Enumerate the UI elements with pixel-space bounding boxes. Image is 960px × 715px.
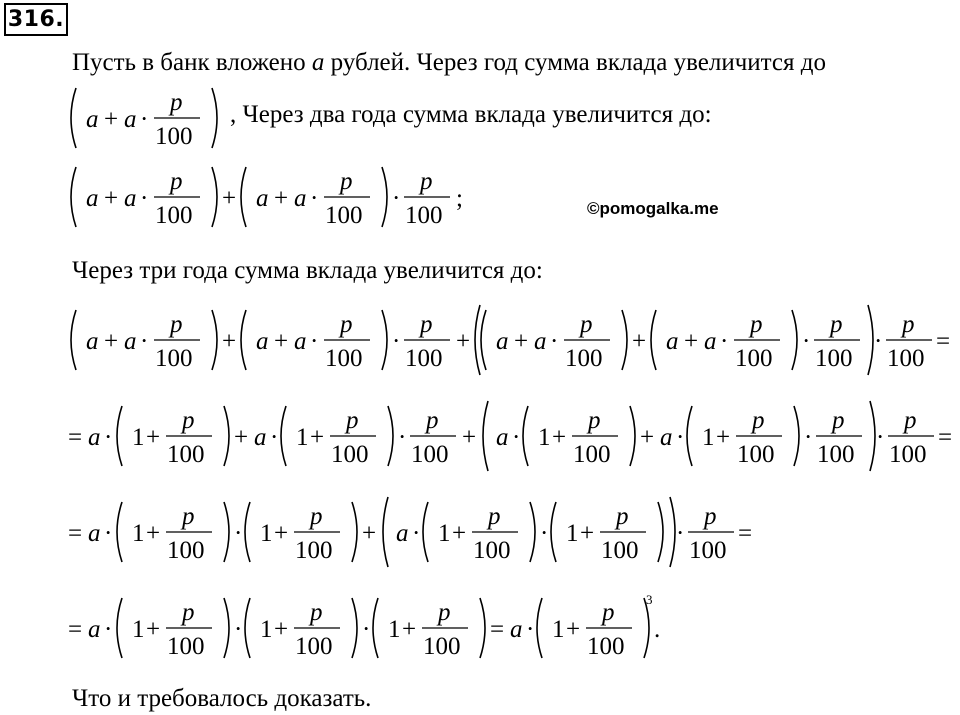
variable-a: a	[294, 185, 307, 212]
left-paren	[117, 406, 122, 466]
equals-sign: =	[68, 424, 83, 451]
fraction-denominator: 100	[325, 345, 363, 372]
dot-operator: ·	[104, 424, 113, 451]
plus-sign: +	[452, 520, 467, 547]
right-paren	[792, 310, 797, 370]
variable-a: a	[88, 520, 101, 547]
plus-sign: +	[462, 424, 477, 451]
fraction-numerator: p	[426, 407, 439, 434]
plus-sign: +	[146, 424, 161, 451]
dot-operator: ·	[676, 424, 685, 451]
equals-sign: =	[68, 616, 83, 643]
intro-text-1: Пусть в банк вложено	[72, 49, 312, 76]
problem-number: 316.	[4, 3, 68, 36]
left-paren	[373, 598, 378, 658]
dot-operator: ·	[392, 185, 401, 212]
fraction-numerator: p	[904, 407, 917, 434]
plus-sign: +	[146, 616, 161, 643]
left-paren	[481, 310, 486, 370]
dot-operator: ·	[104, 616, 113, 643]
watermark: ©pomogalka.me	[587, 199, 719, 218]
dot-operator: ·	[234, 616, 243, 643]
left-paren	[245, 502, 250, 562]
variable-a: a	[510, 616, 523, 643]
fraction-numerator: p	[580, 311, 593, 338]
dot-operator: ·	[310, 185, 319, 212]
fraction-denominator: 100	[167, 441, 205, 468]
fraction-numerator: p	[420, 168, 433, 195]
right-paren	[658, 502, 663, 562]
fraction-numerator: p	[588, 407, 601, 434]
left-paren	[71, 88, 76, 148]
left-paren	[117, 598, 122, 658]
equals-sign: =	[938, 424, 953, 451]
left-paren	[71, 167, 76, 227]
variable-a: a	[254, 424, 267, 451]
plus-sign: +	[362, 520, 377, 547]
exponent: 3	[646, 592, 653, 607]
fraction-numerator: p	[170, 311, 183, 338]
dot-operator: ·	[140, 328, 149, 355]
left-paren	[651, 310, 656, 370]
dot-operator: ·	[802, 328, 811, 355]
plus-sign: +	[456, 328, 471, 355]
plus-sign: +	[234, 424, 249, 451]
plus-sign: +	[684, 328, 699, 355]
variable-a: a	[666, 328, 679, 355]
right-paren	[670, 497, 675, 567]
right-paren	[352, 502, 357, 562]
variable-a: a	[124, 185, 137, 212]
fraction-denominator: 100	[405, 202, 443, 229]
fraction-numerator: p	[170, 168, 183, 195]
plus-sign: +	[566, 616, 581, 643]
plus-sign: +	[274, 185, 289, 212]
fraction-numerator: p	[170, 89, 183, 116]
right-paren	[212, 88, 217, 148]
left-paren	[241, 167, 246, 227]
fraction-numerator: p	[750, 311, 763, 338]
dot-operator: ·	[398, 424, 407, 451]
fraction-denominator: 100	[889, 441, 927, 468]
dot-operator: ·	[392, 328, 401, 355]
dot-operator: ·	[804, 424, 813, 451]
dot-operator: ·	[362, 616, 371, 643]
equals-sign: =	[490, 616, 505, 643]
dot-operator: ·	[550, 328, 559, 355]
variable-a: a	[534, 328, 547, 355]
number-one: 1	[552, 616, 565, 643]
fraction-numerator: p	[830, 311, 843, 338]
variable-a: a	[294, 328, 307, 355]
fraction-denominator: 100	[405, 345, 443, 372]
fraction-numerator: p	[602, 599, 615, 626]
fraction-denominator: 100	[411, 441, 449, 468]
left-paren	[551, 502, 556, 562]
fraction-denominator: 100	[817, 441, 855, 468]
fraction-denominator: 100	[573, 441, 611, 468]
plus-sign: +	[222, 185, 237, 212]
fraction-numerator: p	[310, 599, 323, 626]
plus-sign: +	[580, 520, 595, 547]
fraction-numerator: p	[182, 503, 195, 530]
fraction-denominator: 100	[473, 537, 511, 564]
fraction-denominator: 100	[689, 537, 727, 564]
dot-operator: ·	[720, 328, 729, 355]
fraction-denominator: 100	[815, 345, 853, 372]
fraction-denominator: 100	[601, 537, 639, 564]
fraction-denominator: 100	[167, 633, 205, 660]
plus-sign: +	[274, 328, 289, 355]
number-one: 1	[260, 520, 273, 547]
left-paren	[383, 497, 388, 567]
fraction-denominator: 100	[155, 202, 193, 229]
number-one: 1	[538, 424, 551, 451]
plus-sign: +	[402, 616, 417, 643]
fraction-denominator: 100	[155, 345, 193, 372]
dot-operator: ·	[140, 185, 149, 212]
fraction-numerator: p	[488, 503, 501, 530]
dot-operator: ·	[310, 328, 319, 355]
variable-a: a	[496, 424, 509, 451]
fraction-numerator: p	[616, 503, 629, 530]
variable-a: a	[124, 106, 137, 133]
number-one: 1	[566, 520, 579, 547]
intro-variable-a: a	[311, 49, 325, 76]
left-paren	[423, 502, 428, 562]
fraction-numerator: p	[182, 407, 195, 434]
plus-sign: +	[716, 424, 731, 451]
fraction-denominator: 100	[167, 537, 205, 564]
dot-operator: ·	[412, 520, 421, 547]
variable-a: a	[704, 328, 717, 355]
dot-operator: ·	[526, 616, 535, 643]
left-paren	[281, 406, 286, 466]
conclusion-line: Что и требовалось доказать.	[72, 685, 372, 712]
left-paren	[483, 401, 488, 471]
plus-sign: +	[310, 424, 325, 451]
dot-operator: ·	[512, 424, 521, 451]
variable-a: a	[496, 328, 509, 355]
variable-a: a	[256, 185, 269, 212]
fraction-denominator: 100	[735, 345, 773, 372]
variable-a: a	[256, 328, 269, 355]
right-paren	[530, 502, 535, 562]
right-paren	[212, 167, 217, 227]
plus-sign: +	[274, 520, 289, 547]
fraction-numerator: p	[902, 311, 915, 338]
dot-operator: ·	[270, 424, 279, 451]
left-paren	[71, 310, 76, 370]
right-paren	[224, 598, 229, 658]
left-paren	[241, 310, 246, 370]
variable-a: a	[86, 328, 99, 355]
fraction-numerator: p	[832, 407, 845, 434]
fraction-numerator: p	[340, 311, 353, 338]
variable-a: a	[88, 616, 101, 643]
number-one: 1	[132, 520, 145, 547]
three-year-line: Через три года сумма вклада увеличится до:	[72, 257, 543, 284]
dot-operator: ·	[874, 328, 883, 355]
number-one: 1	[260, 616, 273, 643]
fraction-numerator: p	[704, 503, 717, 530]
dot-operator: ·	[104, 520, 113, 547]
dot-operator: ·	[234, 520, 243, 547]
left-paren	[475, 305, 480, 375]
right-paren	[622, 310, 627, 370]
left-paren	[687, 406, 692, 466]
equals-sign: =	[738, 520, 753, 547]
dot-operator: ·	[876, 424, 885, 451]
fraction-numerator: p	[420, 311, 433, 338]
variable-a: a	[660, 424, 673, 451]
variable-a: a	[86, 185, 99, 212]
plus-sign: +	[146, 520, 161, 547]
plus-sign: +	[640, 424, 655, 451]
left-paren	[117, 502, 122, 562]
fraction-numerator: p	[182, 599, 195, 626]
fraction-denominator: 100	[331, 441, 369, 468]
variable-a: a	[86, 106, 99, 133]
variable-a: a	[396, 520, 409, 547]
right-paren	[352, 598, 357, 658]
equals-sign: =	[68, 520, 83, 547]
plus-sign: +	[104, 106, 119, 133]
right-paren	[644, 598, 649, 658]
fraction-denominator: 100	[295, 537, 333, 564]
plus-sign: +	[104, 328, 119, 355]
right-paren	[480, 598, 485, 658]
fraction-numerator: p	[438, 599, 451, 626]
fraction-denominator: 100	[587, 633, 625, 660]
number-one: 1	[296, 424, 309, 451]
left-paren	[523, 406, 528, 466]
left-paren	[537, 598, 542, 658]
dot-operator: ·	[140, 106, 149, 133]
number-one: 1	[388, 616, 401, 643]
semicolon: ;	[456, 185, 463, 212]
period: .	[654, 616, 661, 643]
two-year-line: , Через два года сумма вклада увеличится до:	[230, 101, 712, 128]
fraction-numerator: p	[340, 168, 353, 195]
dot-operator: ·	[540, 520, 549, 547]
plus-sign: +	[104, 185, 119, 212]
fraction-denominator: 100	[565, 345, 603, 372]
plus-sign: +	[632, 328, 647, 355]
right-paren	[212, 310, 217, 370]
fraction-denominator: 100	[737, 441, 775, 468]
right-paren	[382, 310, 387, 370]
right-paren	[794, 406, 799, 466]
plus-sign: +	[552, 424, 567, 451]
left-paren	[245, 598, 250, 658]
fraction-numerator: p	[346, 407, 359, 434]
intro-text-2: рублей. Через год сумма вклада увеличится до	[324, 49, 826, 76]
fraction-denominator: 100	[295, 633, 333, 660]
right-paren	[388, 406, 393, 466]
variable-a: a	[124, 328, 137, 355]
fraction-numerator: p	[310, 503, 323, 530]
equals-sign: =	[936, 328, 951, 355]
right-paren	[868, 305, 873, 375]
right-paren	[224, 406, 229, 466]
dot-operator: ·	[676, 520, 685, 547]
number-one: 1	[132, 424, 145, 451]
fraction-denominator: 100	[887, 345, 925, 372]
fraction-denominator: 100	[325, 202, 363, 229]
plus-sign: +	[222, 328, 237, 355]
fraction-denominator: 100	[423, 633, 461, 660]
right-paren	[870, 401, 875, 471]
right-paren	[224, 502, 229, 562]
number-one: 1	[438, 520, 451, 547]
right-paren	[630, 406, 635, 466]
variable-a: a	[88, 424, 101, 451]
fraction-denominator: 100	[155, 123, 193, 150]
number-one: 1	[702, 424, 715, 451]
plus-sign: +	[514, 328, 529, 355]
fraction-numerator: p	[752, 407, 765, 434]
plus-sign: +	[274, 616, 289, 643]
right-paren	[382, 167, 387, 227]
number-one: 1	[132, 616, 145, 643]
